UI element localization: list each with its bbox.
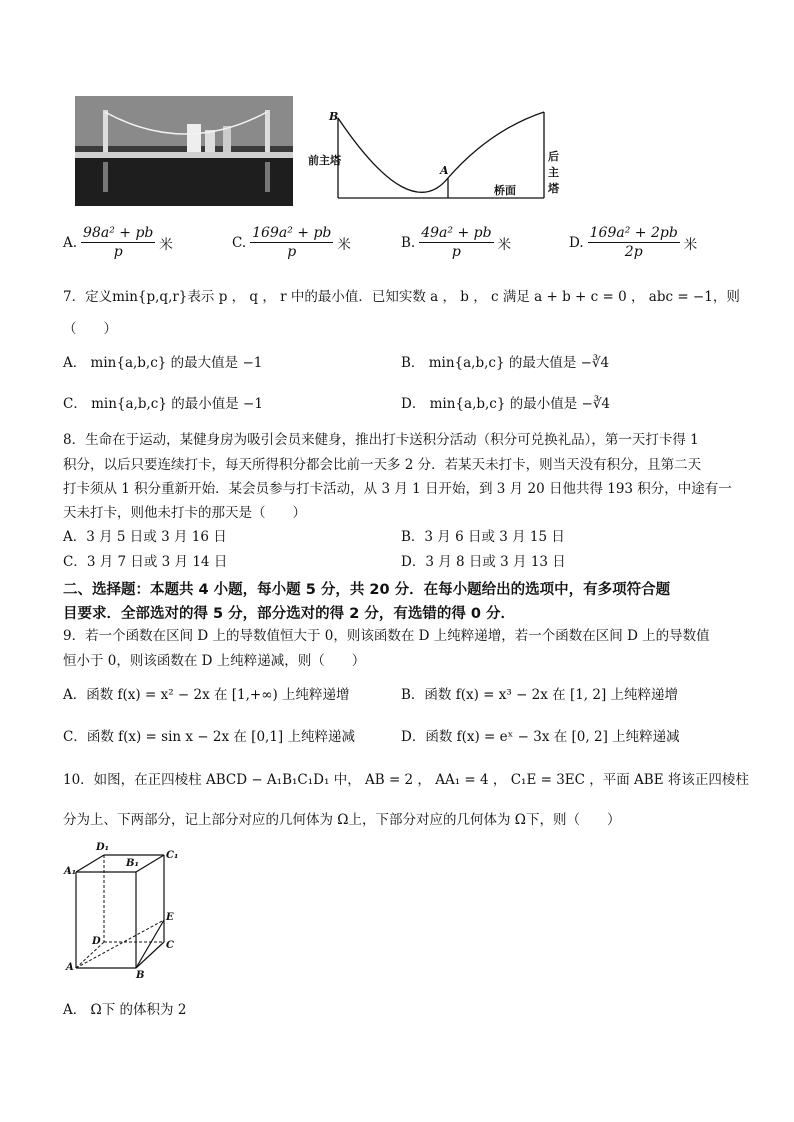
vertex-d1-label: D₁ — [96, 842, 110, 853]
q7-paren: （ ） — [63, 321, 117, 337]
section-2-heading-line-2: 目要求．全部选对的得 5 分，部分选对的得 2 分，有选错的得 0 分． — [63, 606, 516, 622]
q8-option-d[interactable]: D．3 月 8 日或 3 月 13 日 — [401, 554, 566, 570]
point-e-label: E — [166, 912, 174, 923]
q8-line-1: 8．生命在于运动，某健身房为吸引会员来健身，推出打卡送积分活动（积分可兑换礼品），第一天打卡得 1 — [63, 432, 699, 448]
q9-line-2: 恒小于 0，则该函数在 D 上纯粹递减，则（ ） — [63, 653, 366, 669]
q6-option-b[interactable]: B. $\frac{\text{49a² + pb}}{p}$ 米 — [401, 225, 512, 260]
q6-option-d[interactable]: D. $\frac{\text{169a² + 2pb}}{2p}$ 米 — [569, 225, 698, 260]
q9-option-b[interactable]: B．函数 f(x) = x³ − 2x 在 [1, 2] 上纯粹递增 — [401, 687, 679, 703]
bridge-cable-diagram — [300, 90, 560, 210]
q10-option-a[interactable]: A． Ω下 的体积为 2 — [63, 1002, 187, 1018]
fraction: $\frac{\text{98a² + pb}}{p}$ — [83, 225, 154, 260]
q6-option-c[interactable]: C. $\frac{\text{169a² + pb}}{p}$ 米 — [232, 225, 351, 260]
vertex-c-label: C — [166, 940, 174, 951]
bridge-photo — [75, 96, 293, 206]
option-letter: A. — [63, 234, 78, 251]
q8-option-a[interactable]: A．3 月 5 日或 3 月 16 日 — [63, 529, 227, 545]
vertex-b1-label: B₁ — [126, 858, 139, 869]
q8-option-b[interactable]: B．3 月 6 日或 3 月 15 日 — [401, 529, 565, 545]
deck-label: 桥面 — [494, 184, 516, 197]
q7-option-a[interactable]: A． min{a,b,c} 的最大值是 −1 — [63, 355, 263, 371]
vertex-a-label: A — [66, 962, 74, 973]
vertex-b-label: B — [136, 970, 145, 981]
q9-option-c[interactable]: C．函数 f(x) = sin x − 2x 在 [0,1] 上纯粹递减 — [63, 729, 355, 745]
point-b-label: B — [329, 110, 339, 123]
fraction: $\frac{\text{169a² + pb}}{p}$ — [252, 225, 332, 260]
q9-option-d[interactable]: D．函数 f(x) = eˣ − 3x 在 [0, 2] 上纯粹递减 — [401, 729, 680, 745]
q8-line-4: 天未打卡，则他未打卡的那天是（ ） — [63, 505, 306, 521]
q9-line-1: 9．若一个函数在区间 D 上的导数值恒大于 0，则该函数在 D 上纯粹递增，若一个函数在区间 D 上的导数值 — [63, 628, 710, 644]
prism-diagram — [62, 840, 192, 985]
q10-line-2: 分为上、下两部分，记上部分对应的几何体为 Ω上，下部分对应的几何体为 Ω下，则（ ） — [63, 812, 621, 828]
vertex-d-label: D — [92, 936, 101, 947]
front-tower-label: 前主塔 — [308, 154, 341, 167]
back-tower-label: 后主塔 — [548, 150, 559, 195]
option-letter: D. — [569, 234, 584, 251]
vertex-c1-label: C₁ — [166, 850, 179, 861]
q8-line-2: 积分，以后只要连续打卡，每天所得积分都会比前一天多 2 分．若某天未打卡，则当天没有积分，且第二天 — [63, 457, 702, 473]
option-letter: C. — [232, 234, 247, 251]
option-letter: B. — [401, 234, 416, 251]
point-a-label: A — [440, 164, 449, 177]
vertex-a1-label: A₁ — [64, 866, 77, 877]
q10-line-1: 10．如图，在正四棱柱 ABCD − A₁B₁C₁D₁ 中， AB = 2 ， AA₁ = 4 ， C₁E = 3EC ，平面 ABE 将该正四棱柱 — [63, 772, 749, 788]
section-2-heading-line-1: 二、选择题：本题共 4 小题，每小题 5 分，共 20 分．在每小题给出的选项中，有多项符合题 — [63, 582, 671, 598]
q7-option-c[interactable]: C． min{a,b,c} 的最小值是 −1 — [63, 396, 263, 412]
q7-option-b[interactable]: B． min{a,b,c} 的最大值是 −∛4 — [401, 355, 610, 371]
q8-option-c[interactable]: C．3 月 7 日或 3 月 14 日 — [63, 554, 228, 570]
fraction: $\frac{\text{169a² + 2pb}}{2p}$ — [589, 225, 678, 260]
q9-option-a[interactable]: A．函数 f(x) = x² − 2x 在 [1,+∞) 上纯粹递增 — [63, 687, 350, 703]
fraction: $\frac{\text{49a² + pb}}{p}$ — [421, 225, 492, 260]
q8-line-3: 打卡须从 1 积分重新开始．某会员参与打卡活动，从 3 月 1 日开始，到 3 月 20 日他共得 193 积分，中途有一 — [63, 481, 732, 497]
q7-option-d[interactable]: D． min{a,b,c} 的最小值是 −∛4 — [401, 396, 611, 412]
q7-stem: 7．定义min{p,q,r}表示 p ， q ， r 中的最小值．已知实数 a ， b ， c 满足 a + b + c = 0 ， abc = −1，则 — [63, 289, 740, 305]
q6-option-a[interactable]: A. $\frac{\text{98a² + pb}}{p}$ 米 — [63, 225, 173, 260]
